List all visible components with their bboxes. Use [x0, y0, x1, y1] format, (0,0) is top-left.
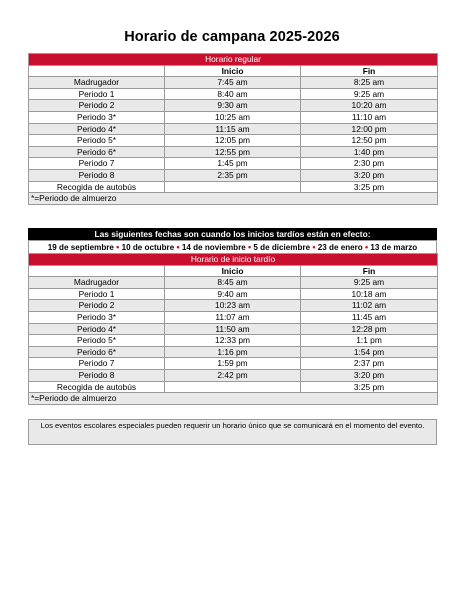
start-time: 2:35 pm [165, 169, 301, 181]
start-time: 9:30 am [165, 100, 301, 112]
period-label: Periodo 7 [29, 158, 165, 170]
start-time: 10:25 am [165, 111, 301, 123]
period-label: Periodo 8 [29, 369, 165, 381]
late-rows [29, 277, 438, 393]
end-time: 3:25 pm [301, 381, 438, 393]
start-time: 1:45 pm [165, 158, 301, 170]
lunch-note: *=Periodo de almuerzo [29, 393, 438, 405]
end-time: 3:20 pm [301, 169, 438, 181]
regular-schedule-heading: Horario regular [29, 54, 438, 66]
table-row [29, 123, 438, 135]
period-label: Periodo 2 [29, 300, 165, 312]
late-start-dates [28, 240, 437, 254]
start-time: 2:42 pm [165, 369, 301, 381]
lunch-note: *=Periodo de almuerzo [29, 193, 438, 205]
end-time: 1:40 pm [301, 146, 438, 158]
period-label: Recogida de autobús [29, 181, 165, 193]
column-header-inicio: Inicio [165, 265, 301, 277]
period-label: Periodo 5* [29, 335, 165, 347]
late-start-date: 5 de diciembre [253, 243, 311, 252]
late-start-date: 10 de octubre [121, 243, 175, 252]
column-header-fin: Fin [301, 265, 438, 277]
table-row [29, 323, 438, 335]
table-row [29, 381, 438, 393]
late-start-date: 23 de enero [317, 243, 363, 252]
end-time: 11:45 am [301, 311, 438, 323]
table-row [29, 169, 438, 181]
end-time: 1:1 pm [301, 335, 438, 347]
table-row [29, 77, 438, 89]
table-row [29, 311, 438, 323]
table-row [29, 100, 438, 112]
late-schedule-table [28, 253, 438, 405]
start-time: 10:23 am [165, 300, 301, 312]
period-label: Madrugador [29, 77, 165, 89]
table-row [29, 135, 438, 147]
table-row [29, 369, 438, 381]
table-row [29, 300, 438, 312]
period-label: Periodo 3* [29, 311, 165, 323]
end-time: 1:54 pm [301, 346, 438, 358]
period-label: Periodo 6* [29, 346, 165, 358]
period-label: Periodo 6* [29, 146, 165, 158]
end-time: 2:30 pm [301, 158, 438, 170]
end-time: 12:28 pm [301, 323, 438, 335]
table-row [29, 111, 438, 123]
start-time: 8:45 am [165, 277, 301, 289]
end-time: 8:25 am [301, 77, 438, 89]
late-schedule-heading: Horario de inicio tardío [29, 254, 438, 266]
start-time: 12:55 pm [165, 146, 301, 158]
bullet-separator: • [176, 242, 180, 252]
late-start-date: 14 de noviembre [181, 243, 246, 252]
end-time: 11:02 am [301, 300, 438, 312]
end-time: 12:00 pm [301, 123, 438, 135]
period-label: Recogida de autobús [29, 381, 165, 393]
start-time: 12:05 pm [165, 135, 301, 147]
end-time: 3:25 pm [301, 181, 438, 193]
start-time: 11:07 am [165, 311, 301, 323]
period-label: Periodo 5* [29, 135, 165, 147]
end-time: 12:50 pm [301, 135, 438, 147]
table-row [29, 335, 438, 347]
end-time: 9:25 am [301, 88, 438, 100]
end-time: 3:20 pm [301, 369, 438, 381]
start-time: 9:40 am [165, 288, 301, 300]
late-start-date: 19 de septiembre [47, 243, 114, 252]
page-title: Horario de campana 2025-2026 [124, 29, 340, 45]
start-time [165, 381, 301, 393]
period-label: Periodo 3* [29, 111, 165, 123]
table-row [29, 277, 438, 289]
period-label: Periodo 7 [29, 358, 165, 370]
start-time: 1:16 pm [165, 346, 301, 358]
table-row [29, 358, 438, 370]
end-time: 11:10 am [301, 111, 438, 123]
end-time: 10:18 am [301, 288, 438, 300]
start-time: 11:15 am [165, 123, 301, 135]
start-time [165, 181, 301, 193]
period-label: Periodo 4* [29, 123, 165, 135]
table-row [29, 346, 438, 358]
start-time: 7:45 am [165, 77, 301, 89]
bullet-separator: • [312, 242, 316, 252]
table-row [29, 288, 438, 300]
period-label: Periodo 8 [29, 169, 165, 181]
empty-header-cell [29, 265, 165, 277]
late-start-notice-heading: Las siguientes fechas son cuando los inicios tardíos están en efecto: [28, 228, 437, 240]
end-time: 2:37 pm [301, 358, 438, 370]
table-row [29, 88, 438, 100]
column-header-fin: Fin [301, 65, 438, 77]
bullet-separator: • [116, 242, 120, 252]
regular-schedule-table [28, 53, 438, 205]
empty-header-cell [29, 65, 165, 77]
end-time: 9:25 am [301, 277, 438, 289]
table-row [29, 158, 438, 170]
table-row [29, 181, 438, 193]
bullet-separator: • [365, 242, 369, 252]
late-start-notice [28, 228, 437, 254]
start-time: 1:59 pm [165, 358, 301, 370]
regular-rows [29, 77, 438, 193]
start-time: 8:40 am [165, 88, 301, 100]
table-row [29, 146, 438, 158]
period-label: Periodo 1 [29, 288, 165, 300]
column-header-inicio: Inicio [165, 65, 301, 77]
late-start-date: 13 de marzo [370, 243, 418, 252]
period-label: Periodo 1 [29, 88, 165, 100]
period-label: Periodo 4* [29, 323, 165, 335]
special-events-note: Los eventos escolares especiales pueden requerir un horario único que se comunicará en el momento del evento. [28, 419, 437, 445]
bullet-separator: • [248, 242, 252, 252]
end-time: 10:20 am [301, 100, 438, 112]
start-time: 11:50 am [165, 323, 301, 335]
period-label: Madrugador [29, 277, 165, 289]
period-label: Periodo 2 [29, 100, 165, 112]
start-time: 12:33 pm [165, 335, 301, 347]
